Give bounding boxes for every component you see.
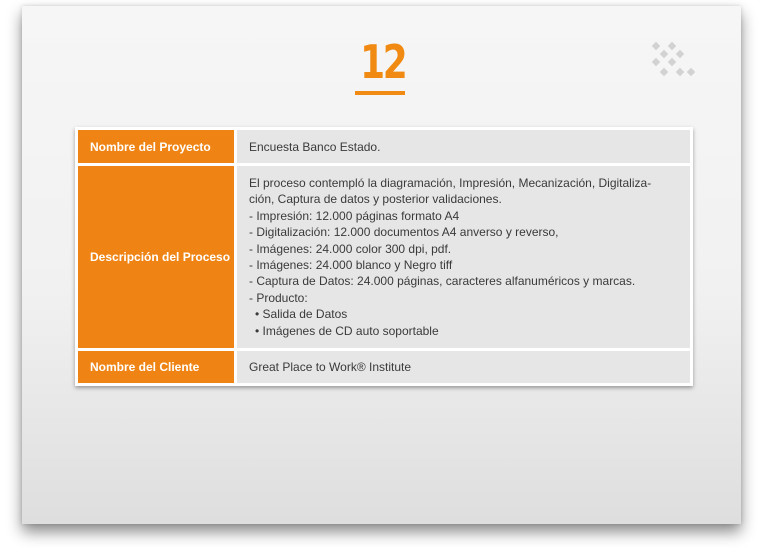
description-line: - Captura de Datos: 24.000 páginas, caracteres alfanuméricos y marcas. (249, 274, 636, 289)
dot (668, 58, 676, 66)
dots-pattern-icon (650, 40, 698, 82)
dot (676, 68, 684, 76)
description-line: - Impresión: 12.000 páginas formato A4 (249, 208, 460, 223)
project-table (75, 127, 693, 386)
description-line: - Digitalización: 12.000 documentos A4 anverso y reverso, (249, 225, 559, 240)
description-line: ción, Captura de datos y posterior validaciones. (249, 192, 502, 207)
dot (652, 42, 660, 50)
table-row (78, 166, 690, 348)
dot (660, 68, 668, 76)
process-description-value (237, 166, 690, 348)
project-name-value: Encuesta Banco Estado. (237, 130, 690, 163)
dot (676, 50, 684, 58)
page-number: 12 (360, 35, 406, 89)
client-name-label: Nombre del Cliente (78, 351, 234, 383)
description-bullet: • Salida de Datos (255, 307, 348, 322)
description-bullet: • Imágenes de CD auto soportable (255, 323, 439, 338)
table-row (78, 130, 690, 163)
description-line: - Imágenes: 24.000 color 300 dpi, pdf. (249, 241, 452, 256)
description-line: El proceso contempló la diagramación, Impresión, Mecanización, Digitaliza- (249, 176, 652, 190)
description-line: - Producto: (249, 290, 308, 305)
dot (668, 42, 676, 50)
process-description-label: Descripción del Proceso (78, 166, 234, 348)
dot (652, 58, 660, 66)
table-row (78, 351, 690, 383)
description-line: - Imágenes: 24.000 blanco y Negro tiff (249, 258, 453, 273)
page-number-underline (355, 91, 405, 95)
dot (687, 68, 695, 76)
project-info-table (75, 127, 693, 386)
client-name-value: Great Place to Work® Institute (237, 351, 690, 383)
project-name-label: Nombre del Proyecto (78, 130, 234, 163)
dot (660, 50, 668, 58)
